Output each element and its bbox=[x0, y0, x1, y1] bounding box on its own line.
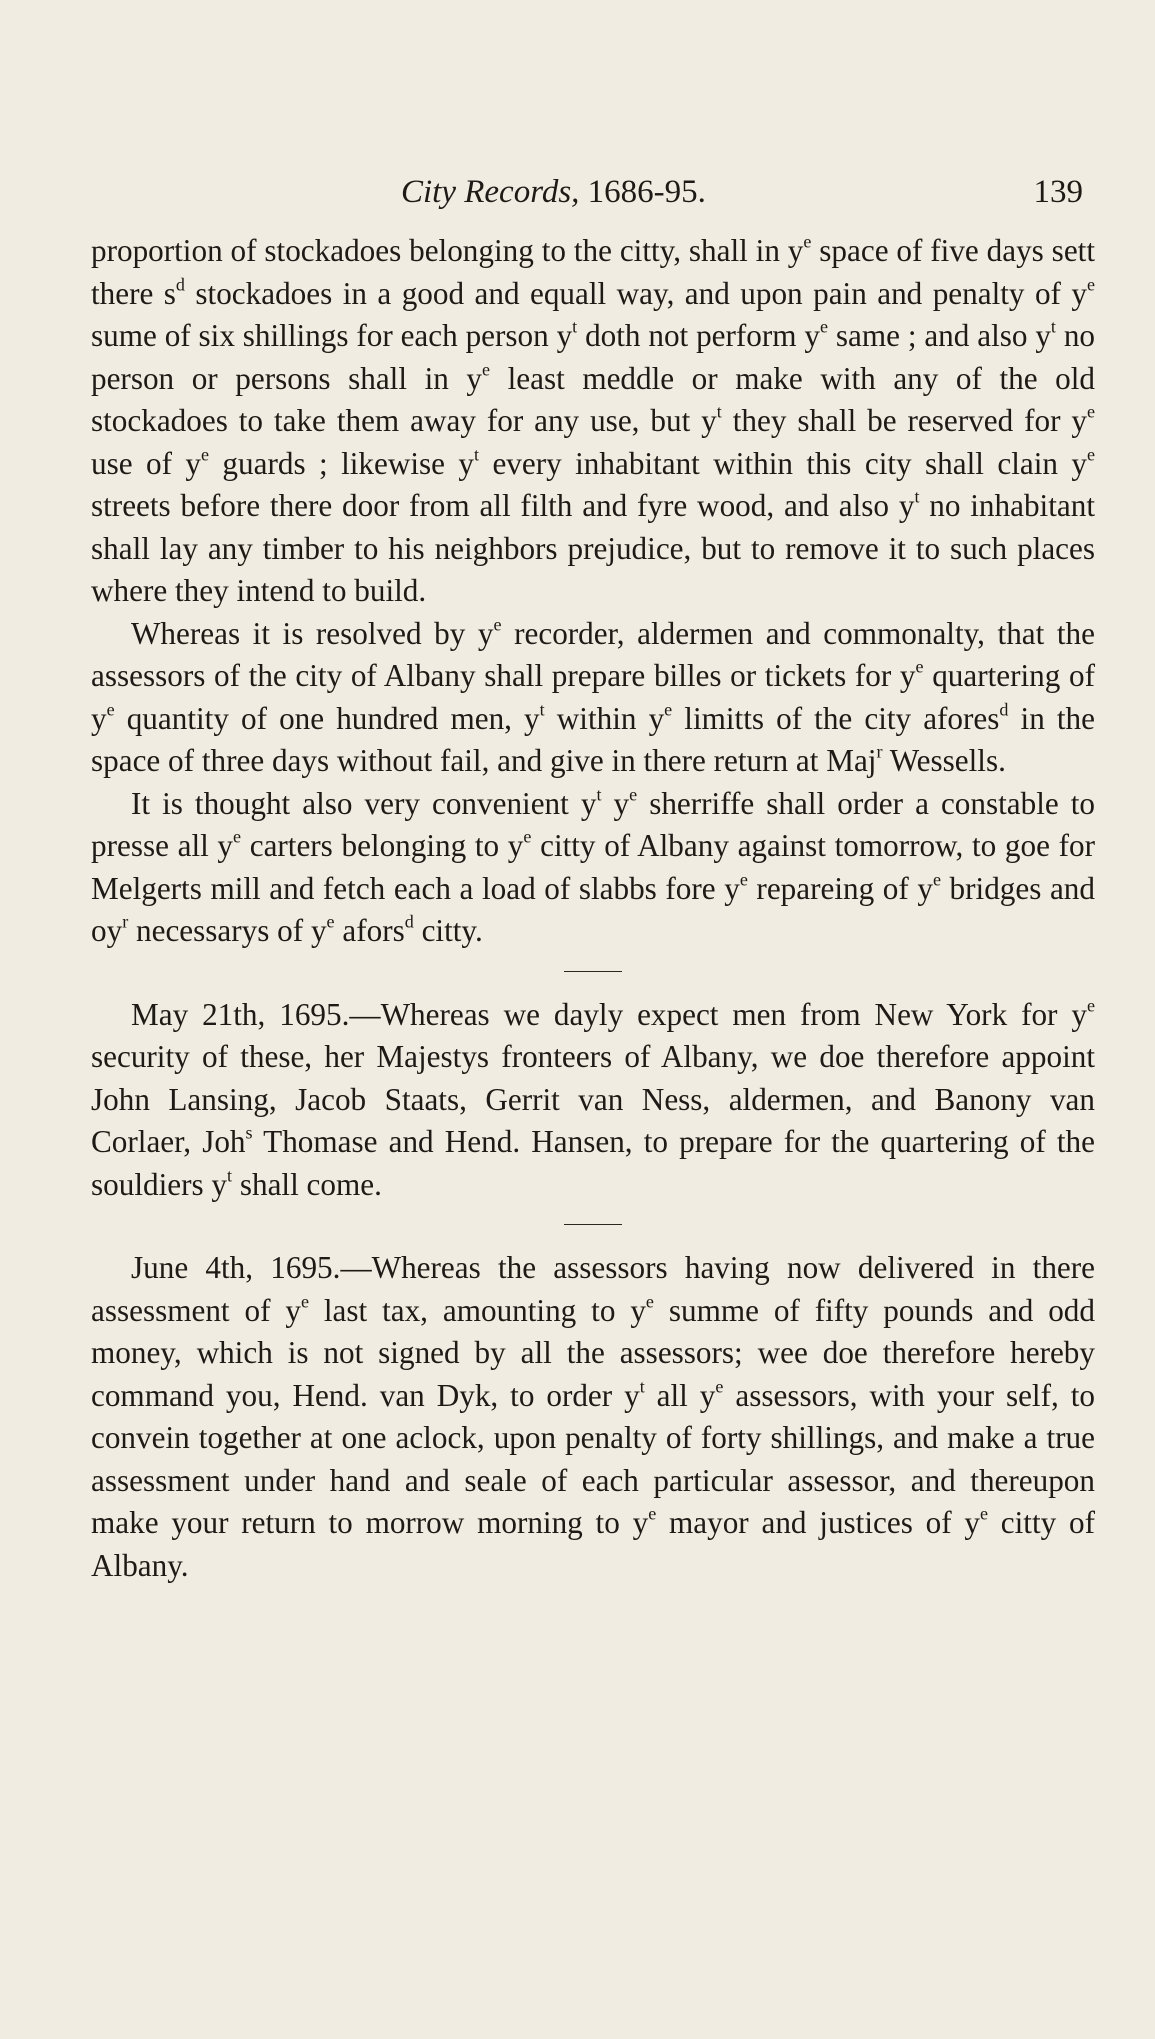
running-title-italic: City Records, bbox=[401, 174, 580, 210]
paragraph-carters: It is thought also very convenient $y^t$ $y^e$ sherriffe shall order a constable to presse all $y^e$ carters belonging to $y^e$ citty of Albany against tomorrow, to goe for Melgerts mill and fetch each a load of slabbs fore $y^e$ repareing of $y^e$ bridges and $oy^r$ necessarys of $y^e$ afors$^d$ citty. bbox=[91, 783, 1096, 948]
page-number: 139 bbox=[1033, 174, 1083, 210]
running-title bbox=[401, 174, 706, 211]
running-header bbox=[91, 174, 1095, 218]
section-divider bbox=[564, 971, 622, 972]
paragraph-quartering-tickets: Whereas it is resolved by $y^e$ recorder, aldermen and commonalty, that the assessors of the city of Albany shall prepare billes or tickets for $y^e$ quartering of $y^e$ quantity of one hundred men, $y^t$ within $y^e$ limitts of the city afores$^d$ in the space of three days without fail, and give in there return at Maj$^r$ Wessells. bbox=[91, 613, 1095, 778]
section-divider bbox=[564, 1224, 622, 1225]
paragraph-stockadoes: proportion of stockadoes belonging to the citty, shall in $y^e$ space of five days sett there $s^d$ stockadoes in a good and equall way, and upon pain and penalty of $y^e$ sume of six shillings for each person $y^t$ doth not perform $y^e$ same ; and also $y^t$ no person or persons shall in $y^e$ least meddle or make with any of the old stockadoes to take them away for any use, but $y^t$ they shall be reserved for $y^e$ use of $y^e$ guards ; likewise $y^t$ every inhabitant within this city shall clain $y^e$ streets before there door from all filth and fyre wood, and also $y^t$ no inhabitant shall lay any timber to his neighbors prejudice, but to remove it to such places where they intend to build. bbox=[91, 231, 1096, 608]
paragraph-june-4: June 4th, 1695.—Whereas the assessors having now delivered in there assessment of $y^e$ last tax, amounting to $y^e$ summe of fifty pounds and odd money, which is not signed by all the assessors; wee doe therefore hereby command you, Hend. van Dyk, to order $y^t$ all $y^e$ assessors, with your self, to convein together at one aclock, upon penalty of forty shillings, and make a true assessment under hand and seale of each particular assessor, and thereupon make your return to morrow morning to $y^e$ mayor and justices of $y^e$ citty of Albany. bbox=[91, 1250, 1095, 1583]
running-title-years: 1686-95. bbox=[579, 174, 706, 210]
paragraph-may-21: May 21th, 1695.—Whereas we dayly expect men from New York for $y^e$ security of these, her Majestys fronteers of Albany, we doe therefore appoint John Lansing, Jacob Staats, Gerrit van Ness, aldermen, and Banony van Corlaer, Joh$^s$ Thomase and Hend. Hansen, to prepare for the quartering of the souldiers $y^t$ shall come. bbox=[91, 994, 1095, 1202]
